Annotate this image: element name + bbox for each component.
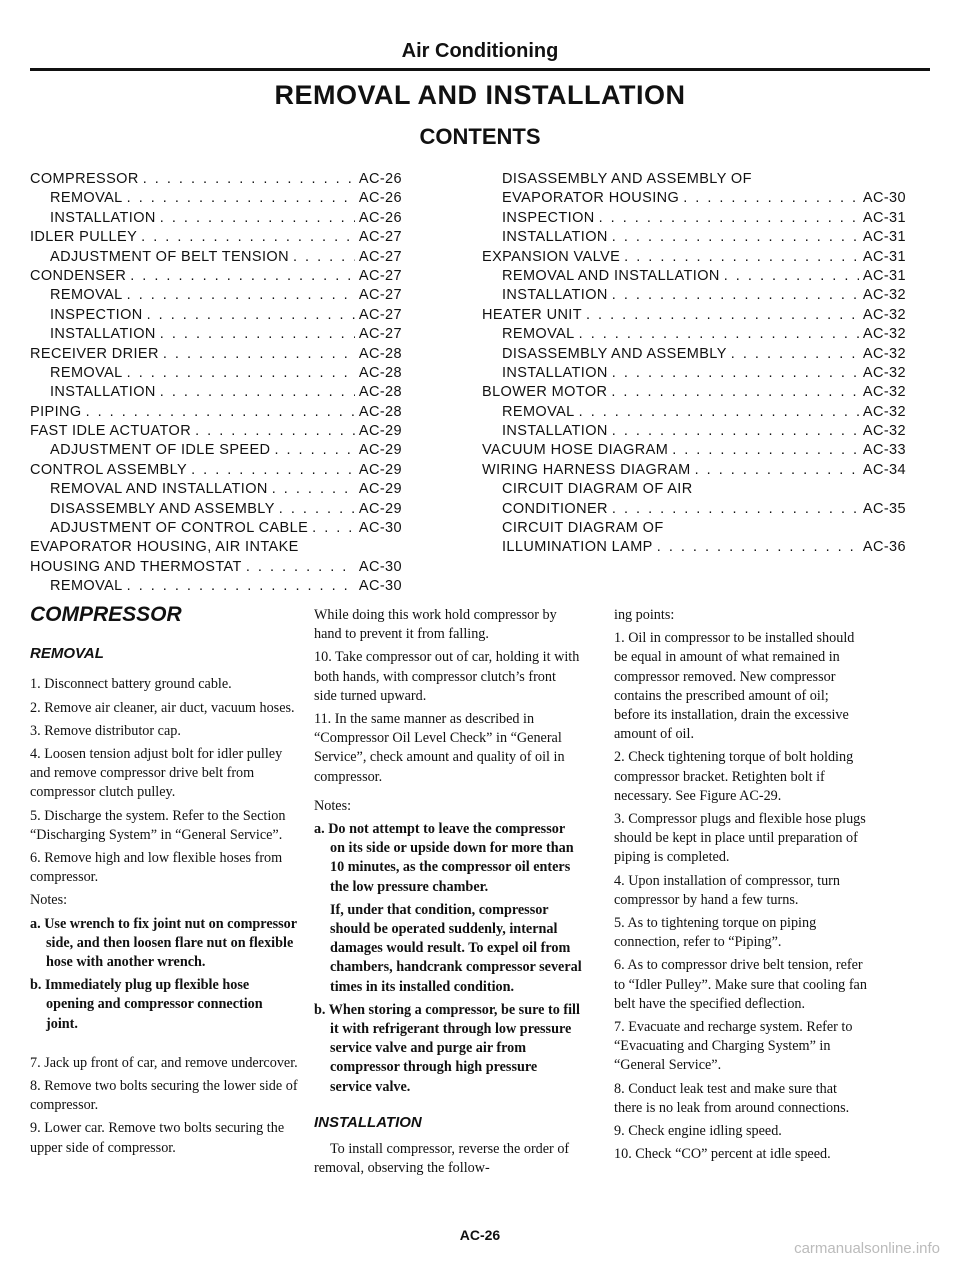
toc-entry-page: AC-31 <box>862 248 906 265</box>
step-paragraph: 2. Remove air cleaner, air duct, vacuum hoses. <box>30 699 295 716</box>
toc-entry <box>30 229 402 248</box>
toc-entry <box>482 539 906 558</box>
toc-entry <box>30 501 402 520</box>
notes-label-2: Notes: <box>314 797 352 814</box>
step-paragraph: 7. Evacuate and recharge system. Refer to “Evacuating and Charging System” in “General Service”. <box>614 1019 853 1074</box>
toc-entry-page: AC-31 <box>862 229 906 246</box>
toc-left-column <box>30 171 402 598</box>
step-paragraph: 6. As to compressor drive belt tension, refer to “Idler Pulley”. Make sure that cooling fan belt have the specified deflection. <box>614 957 867 1012</box>
toc-entry <box>482 249 906 268</box>
toc-entry-page: AC-30 <box>862 190 906 207</box>
toc-entry-label: VACUUM HOSE DIAGRAM <box>482 442 669 459</box>
toc-entry-page: AC-28 <box>358 345 402 362</box>
step-paragraph: 1. Disconnect battery ground cable. <box>30 676 232 693</box>
toc-entry-label: DISASSEMBLY AND ASSEMBLY <box>50 500 275 517</box>
toc-leader-dots <box>579 404 859 420</box>
toc-entry <box>30 346 402 365</box>
toc-entry <box>482 229 906 248</box>
toc-entry-page: AC-32 <box>862 326 906 343</box>
toc-leader-dots <box>191 462 355 478</box>
toc-leader-dots <box>695 462 859 478</box>
toc-entry-label: HEATER UNIT <box>482 306 582 323</box>
toc-entry <box>30 404 402 423</box>
toc-leader-dots <box>160 210 355 226</box>
toc-entry-page: AC-27 <box>358 287 402 304</box>
section-heading-compressor: COMPRESSOR <box>30 603 182 626</box>
toc-entry-label: ADJUSTMENT OF CONTROL CABLE <box>50 520 309 537</box>
toc-entry-page: AC-26 <box>358 209 402 226</box>
step-paragraph: 9. Check engine idling speed. <box>614 1123 782 1140</box>
toc-entry-page: AC-30 <box>358 520 402 537</box>
toc-entry <box>482 423 906 442</box>
toc-leader-dots <box>127 287 355 303</box>
toc-entry-label: INSPECTION <box>502 209 595 226</box>
note-b: b. When storing a compressor, be sure to fill it with refrigerant through low pressure service valve and purge air from compressor through high pressure service valve. <box>314 1001 580 1095</box>
toc-entry <box>482 326 906 345</box>
toc-leader-dots <box>141 229 355 245</box>
toc-entry-label: INSTALLATION <box>50 384 156 401</box>
toc-entry-page: AC-32 <box>862 364 906 381</box>
installation-intro-continued: ing points: <box>614 607 675 623</box>
toc-leader-dots <box>160 326 355 342</box>
toc-entry <box>482 190 906 209</box>
toc-entry-label: ADJUSTMENT OF IDLE SPEED <box>50 442 271 459</box>
toc-entry <box>30 365 402 384</box>
toc-entry-label: WIRING HARNESS DIAGRAM <box>482 461 691 478</box>
toc-leader-dots <box>293 249 355 265</box>
toc-leader-dots <box>163 346 355 362</box>
toc-entry-label: COMPRESSOR <box>30 171 139 187</box>
toc-entry-label: PIPING <box>30 403 82 420</box>
toc-entry <box>30 307 402 326</box>
installation-steps <box>614 629 868 1164</box>
intro-text: While doing this work hold compressor by hand to prevent it from falling. <box>314 607 557 643</box>
toc-entry-page: AC-27 <box>358 267 402 284</box>
toc-entry-page: AC-31 <box>862 267 906 284</box>
toc-leader-dots <box>127 365 355 381</box>
toc-entry-page: AC-32 <box>862 287 906 304</box>
toc-entry-label: INSTALLATION <box>502 364 608 381</box>
toc-entry <box>482 171 906 190</box>
toc-entry-page: AC-32 <box>862 423 906 440</box>
toc-leader-dots <box>579 326 859 342</box>
toc-entry <box>482 287 906 306</box>
toc-leader-dots <box>195 423 355 439</box>
toc-entry-label: INSTALLATION <box>50 209 156 226</box>
step-paragraph: 9. Lower car. Remove two bolts securing the upper side of compressor. <box>30 1120 285 1156</box>
step-paragraph: 5. Discharge the system. Refer to the Section “Discharging System” in “General Service”. <box>30 807 286 843</box>
toc-entry <box>30 442 402 461</box>
toc-entry <box>482 442 906 461</box>
toc-leader-dots <box>724 268 859 284</box>
toc-entry-page: AC-32 <box>862 384 906 401</box>
toc-leader-dots <box>612 423 859 439</box>
toc-entry-label: CONDITIONER <box>502 500 608 517</box>
toc-entry-page: AC-28 <box>358 364 402 381</box>
toc-entry <box>30 423 402 442</box>
note-a-continued: If, under that condition, compressor should be operated suddenly, internal damages would result. To expel oil from chambers, handcrank compressor several times in its installed condition. <box>330 901 582 995</box>
removal-steps-7-9 <box>30 1054 298 1158</box>
toc-entry-label: ILLUMINATION LAMP <box>502 539 653 556</box>
toc-right-column <box>482 171 906 559</box>
toc-entry-label: REMOVAL <box>50 287 123 304</box>
toc-entry-page: AC-29 <box>358 500 402 517</box>
column-1 <box>30 605 298 1162</box>
toc-entry-label: INSTALLATION <box>502 229 608 246</box>
toc-entry-page: AC-35 <box>862 500 906 517</box>
toc-leader-dots <box>599 210 859 226</box>
toc-entry-page: AC-27 <box>358 306 402 323</box>
toc-entry <box>30 249 402 268</box>
toc-entry-page: AC-34 <box>862 461 906 478</box>
toc-entry <box>30 578 402 597</box>
toc-entry-label: FAST IDLE ACTUATOR <box>30 423 192 440</box>
toc-leader-dots <box>279 501 355 517</box>
toc-leader-dots <box>272 481 355 497</box>
toc-leader-dots <box>143 171 355 187</box>
toc-entry-page: AC-28 <box>358 384 402 401</box>
toc-leader-dots <box>657 539 859 555</box>
toc-entry <box>482 307 906 326</box>
toc-entry-label: INSTALLATION <box>50 326 156 343</box>
toc-entry-page: AC-27 <box>358 248 402 265</box>
toc-entry-label: INSTALLATION <box>502 423 608 440</box>
toc-entry <box>482 404 906 423</box>
toc-entry <box>30 384 402 403</box>
toc-entry <box>482 268 906 287</box>
toc-leader-dots <box>612 229 859 245</box>
toc-entry-page: AC-28 <box>358 403 402 420</box>
toc-entry-page: AC-27 <box>358 229 402 246</box>
toc-entry-label: BLOWER MOTOR <box>482 384 608 401</box>
toc-leader-dots <box>147 307 355 323</box>
toc-entry <box>482 520 906 539</box>
step-paragraph: 8. Remove two bolts securing the lower side of compressor. <box>30 1078 298 1114</box>
toc-entry <box>30 268 402 287</box>
step-paragraph: 4. Upon installation of compressor, turn compressor by hand a few turns. <box>614 872 841 908</box>
toc-entry <box>482 210 906 229</box>
toc-leader-dots <box>586 307 859 323</box>
toc-entry-label: REMOVAL <box>502 403 575 420</box>
watermark: carmanualsonline.info <box>794 1240 940 1257</box>
toc-entry-label: REMOVAL <box>50 364 123 381</box>
step-paragraph: 4. Loosen tension adjust bolt for idler pulley and remove compressor drive belt from compressor clutch pulley. <box>30 746 283 801</box>
note-a: a. Do not attempt to leave the compressor on its side or upside down for more than 10 minutes, as the compressor oil enters the low pressure chamber. <box>314 821 574 895</box>
toc-entry <box>30 481 402 500</box>
toc-entry <box>30 190 402 209</box>
toc-entry <box>30 539 402 558</box>
toc-leader-dots <box>612 287 859 303</box>
column-2 <box>314 606 582 1182</box>
step-paragraph: 3. Compressor plugs and flexible hose plugs should be kept in place until preparation of piping is completed. <box>614 811 866 866</box>
toc-entry-label: CONDENSER <box>30 267 127 284</box>
toc-entry-label: REMOVAL <box>50 190 123 207</box>
toc-entry-page: AC-31 <box>862 209 906 226</box>
toc-leader-dots <box>86 404 355 420</box>
page-number: AC-26 <box>459 1227 501 1243</box>
removal-notes <box>30 915 298 1034</box>
toc-entry-label: DISASSEMBLY AND ASSEMBLY OF <box>502 171 752 187</box>
toc-entry-label: REMOVAL AND INSTALLATION <box>502 267 720 284</box>
subsection-heading-installation: INSTALLATION <box>314 1113 422 1131</box>
step-paragraph: 5. As to tightening torque on piping connection, refer to “Piping”. <box>614 915 817 951</box>
toc-entry-page: AC-29 <box>358 481 402 498</box>
toc-leader-dots <box>160 384 355 400</box>
toc-entry <box>30 462 402 481</box>
step-paragraph: 2. Check tightening torque of bolt holding compressor bracket. Retighten bolt if necessary. See Figure AC-29. <box>614 749 854 804</box>
toc-leader-dots <box>274 442 354 458</box>
toc-entry-label: REMOVAL <box>502 326 575 343</box>
installation-intro: To install compressor, reverse the order of removal, observing the follow- <box>314 1141 570 1177</box>
step-paragraph: 10. Take compressor out of car, holding it with both hands, with compressor clutch’s front side turned upward. <box>314 649 580 704</box>
toc-entry-label: CIRCUIT DIAGRAM OF AIR <box>502 481 693 498</box>
page-title: REMOVAL AND INSTALLATION <box>274 80 686 110</box>
toc-leader-dots <box>611 384 859 400</box>
toc-entry <box>30 287 402 306</box>
toc-entry <box>30 326 402 345</box>
toc-entry-label: REMOVAL AND INSTALLATION <box>50 481 268 498</box>
toc-entry-label: IDLER PULLEY <box>30 229 138 246</box>
toc-entry <box>30 210 402 229</box>
step-paragraph: a. Use wrench to fix joint nut on compressor side, and then loosen flare nut on flexible hose with another wrench. <box>30 915 297 971</box>
toc-entry-page: AC-32 <box>862 306 906 323</box>
toc-entry-label: CIRCUIT DIAGRAM OF <box>502 520 664 537</box>
toc-entry-label: INSTALLATION <box>502 287 608 304</box>
step-paragraph: 11. In the same manner as described in “Compressor Oil Level Check” in “General Service”, check amount and quality of oil in compressor. <box>314 711 565 785</box>
step-paragraph: 1. Oil in compressor to be installed should be equal in amount of what remained in compressor removed. New compressor contains the prescribed amount of oil; before its installation, drain the excessive amount of oil. <box>614 630 855 743</box>
toc-entry-page: AC-29 <box>358 442 402 459</box>
toc-entry-label: INSPECTION <box>50 306 143 323</box>
step-paragraph: 8. Conduct leak test and make sure that there is no leak from around connections. <box>614 1080 850 1116</box>
toc-entry-label: EXPANSION VALVE <box>482 248 621 265</box>
toc-entry <box>482 346 906 365</box>
step-paragraph: 3. Remove distributor cap. <box>30 722 181 739</box>
toc-entry-page: AC-29 <box>358 423 402 440</box>
toc-entry-label: REMOVAL <box>50 578 123 595</box>
toc-entry <box>482 384 906 403</box>
toc-entry-label: RECEIVER DRIER <box>30 345 159 362</box>
toc-leader-dots <box>731 346 859 362</box>
toc-entry <box>482 365 906 384</box>
toc-entry <box>482 462 906 481</box>
toc-leader-dots <box>672 442 859 458</box>
toc-leader-dots <box>127 190 355 206</box>
toc-entry <box>30 171 402 190</box>
removal-steps-10-11 <box>314 648 582 786</box>
toc-entry-page: AC-27 <box>358 326 402 343</box>
toc-leader-dots <box>312 520 355 536</box>
toc-entry-page: AC-32 <box>862 403 906 420</box>
toc-entry <box>30 559 402 578</box>
toc-entry-page: AC-33 <box>862 442 906 459</box>
toc-entry-label: ADJUSTMENT OF BELT TENSION <box>50 248 289 265</box>
header-rule <box>30 68 930 71</box>
step-paragraph: 6. Remove high and low flexible hoses from compressor. <box>30 850 283 886</box>
toc-entry-page: AC-30 <box>358 558 402 575</box>
toc-entry-page: AC-29 <box>358 461 402 478</box>
step-paragraph: b. Immediately plug up flexible hose opening and compressor connection joint. <box>30 977 263 1032</box>
toc-entry-label: DISASSEMBLY AND ASSEMBLY <box>502 345 727 362</box>
toc-entry <box>482 501 906 520</box>
toc-entry <box>482 481 906 500</box>
toc-leader-dots <box>683 190 859 206</box>
running-header: Air Conditioning <box>401 40 559 62</box>
toc-entry-page: AC-26 <box>358 190 402 207</box>
toc-entry-label: HOUSING AND THERMOSTAT <box>30 558 242 575</box>
toc-entry-page: AC-30 <box>358 578 402 595</box>
toc-leader-dots <box>246 559 355 575</box>
column-3 <box>614 606 868 1168</box>
step-paragraph: 7. Jack up front of car, and remove undercover. <box>30 1054 298 1071</box>
contents-heading: CONTENTS <box>419 124 541 149</box>
toc-leader-dots <box>612 365 859 381</box>
removal-steps-1-6 <box>30 675 298 887</box>
toc-entry-page: AC-36 <box>862 539 906 556</box>
toc-leader-dots <box>127 578 355 594</box>
toc-entry-page: AC-26 <box>358 171 402 187</box>
toc-leader-dots <box>612 501 859 517</box>
toc-leader-dots <box>130 268 355 284</box>
toc-entry <box>30 520 402 539</box>
step-paragraph: 10. Check “CO” percent at idle speed. <box>614 1146 831 1163</box>
toc-entry-label: EVAPORATOR HOUSING <box>502 190 680 207</box>
toc-entry-label: CONTROL ASSEMBLY <box>30 461 188 478</box>
toc-leader-dots <box>624 249 859 265</box>
subsection-heading-removal: REMOVAL <box>30 645 104 663</box>
toc-entry-label: EVAPORATOR HOUSING, AIR INTAKE <box>30 539 299 556</box>
toc-entry-page: AC-32 <box>862 345 906 362</box>
notes-label: Notes: <box>30 892 68 909</box>
